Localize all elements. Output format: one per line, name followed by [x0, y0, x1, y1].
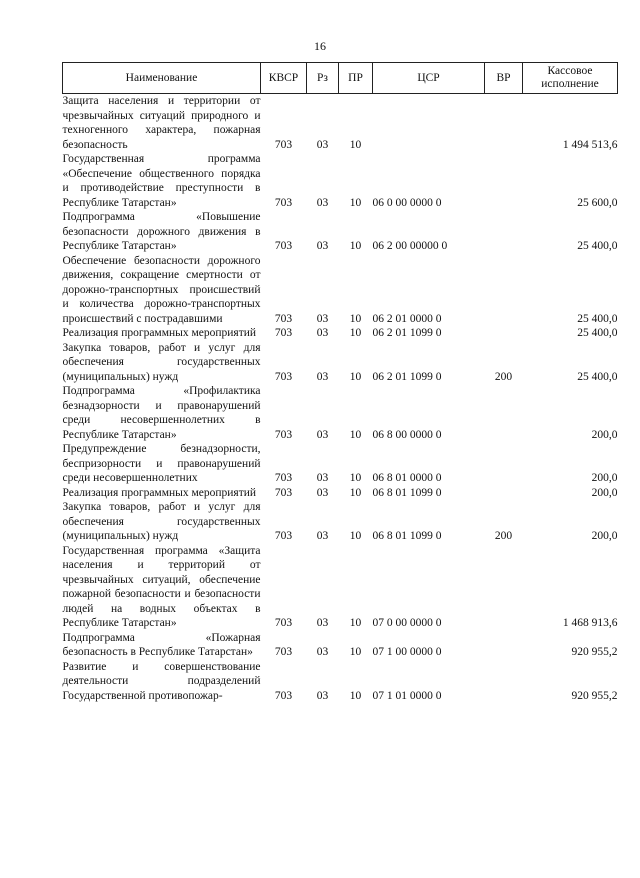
row-vr: 200	[494, 370, 513, 383]
row-csr: 06 0 00 0000 0	[372, 196, 442, 209]
row-rz: 03	[316, 617, 329, 629]
row-amount: 25 400,0	[577, 312, 618, 325]
row-amount: 200,0	[591, 472, 618, 484]
table-row	[63, 660, 618, 704]
row-pr: 10	[349, 240, 362, 252]
row-amount: 920 955,2	[571, 689, 618, 702]
table-row	[63, 544, 618, 631]
row-rz: 03	[316, 327, 329, 339]
row-csr: 06 2 00 00000 0	[372, 240, 448, 252]
row-amount: 920 955,2	[571, 646, 618, 658]
page-number: 16	[314, 39, 326, 53]
column-header-kvsr: КВСР	[261, 63, 307, 94]
table-row	[63, 210, 618, 254]
row-csr: 06 8 01 0000 0	[372, 472, 442, 484]
row-amount: 200,0	[591, 486, 618, 499]
table-row	[63, 500, 618, 544]
row-rz: 03	[316, 486, 329, 499]
row-pr: 10	[349, 530, 362, 542]
row-name: Реализация программных мероприятий	[62, 327, 257, 339]
row-rz: 03	[316, 689, 329, 702]
row-pr: 10	[349, 138, 362, 151]
row-pr: 10	[349, 689, 362, 702]
row-name: Обеспечение безопасности дорожного движения, сокращение смертности от дорожно-транспортных происшествий и количества дорожно-транспортных происшествий с пострадавшими	[62, 254, 261, 325]
row-rz: 03	[316, 472, 329, 484]
row-kvsr: 703	[274, 240, 293, 252]
row-amount: 25 400,0	[577, 327, 618, 339]
row-name: Государственная программа «Защита населения и территорий от чрезвычайных ситуаций, обеспечение пожарной безопасности и безопасности людей на водных объектах в Республике Татарстан»	[62, 544, 261, 629]
table-row	[63, 326, 618, 341]
row-vr	[485, 210, 523, 254]
row-csr: 06 2 01 0000 0	[372, 312, 442, 325]
row-vr	[485, 486, 523, 501]
row-amount: 25 600,0	[577, 196, 618, 209]
row-pr: 10	[349, 196, 362, 209]
row-rz: 03	[316, 646, 329, 658]
row-pr: 10	[349, 312, 362, 325]
row-name: Подпрограмма «Профилактика безнадзорности и правонарушений среди несовершеннолетних в Республике Татарстан»	[62, 385, 261, 441]
column-header-name: Наименование	[63, 63, 261, 94]
row-pr: 10	[349, 370, 362, 383]
row-kvsr: 703	[274, 646, 293, 658]
row-vr	[485, 544, 523, 631]
row-vr	[485, 254, 523, 327]
row-kvsr: 703	[274, 428, 293, 441]
row-name: Государственная программа «Обеспечение общественного порядка и противодействие преступности в Республике Татарстан»	[62, 153, 261, 209]
row-kvsr: 703	[274, 689, 293, 702]
row-vr	[485, 442, 523, 486]
column-header-pr: ПР	[339, 63, 373, 94]
row-vr	[485, 384, 523, 442]
table-row	[63, 94, 618, 153]
row-amount: 200,0	[591, 428, 618, 441]
column-header-csr: ЦСР	[373, 63, 485, 94]
column-header-vr: ВР	[485, 63, 523, 94]
row-pr: 10	[349, 486, 362, 499]
table-row	[63, 384, 618, 442]
row-csr: 06 8 00 0000 0	[372, 428, 442, 441]
table-row	[63, 152, 618, 210]
row-kvsr: 703	[274, 196, 293, 209]
row-csr: 06 8 01 1099 0	[372, 530, 442, 542]
row-vr: 200	[494, 530, 513, 542]
budget-table	[62, 62, 618, 703]
row-kvsr: 703	[274, 530, 293, 542]
row-csr: 06 2 01 1099 0	[372, 327, 442, 339]
row-rz: 03	[316, 240, 329, 252]
row-rz: 03	[316, 196, 329, 209]
row-vr	[485, 326, 523, 341]
row-kvsr: 703	[274, 138, 293, 151]
row-kvsr: 703	[274, 486, 293, 499]
row-amount: 200,0	[591, 530, 618, 542]
row-amount: 25 400,0	[577, 370, 618, 383]
row-kvsr: 703	[274, 617, 293, 629]
table-row	[63, 486, 618, 501]
row-name: Развитие и совершенствование деятельности подразделений Государственной противопожар-	[62, 660, 261, 702]
row-amount: 1 468 913,6	[562, 617, 618, 629]
table-row	[63, 341, 618, 385]
row-amount: 1 494 513,6	[562, 138, 618, 151]
column-header-amount: Кассовое исполнение	[523, 63, 618, 94]
row-vr	[485, 631, 523, 660]
row-rz: 03	[316, 530, 329, 542]
row-csr: 07 1 00 0000 0	[372, 646, 442, 658]
row-vr	[485, 94, 523, 153]
row-csr: 07 0 00 0000 0	[372, 617, 442, 629]
row-csr: 06 8 01 1099 0	[372, 486, 442, 499]
row-vr	[485, 152, 523, 210]
row-csr	[373, 94, 485, 153]
table-row	[63, 254, 618, 327]
row-rz: 03	[316, 312, 329, 325]
row-pr: 10	[349, 472, 362, 484]
row-pr: 10	[349, 646, 362, 658]
row-rz: 03	[316, 138, 329, 151]
table-row	[63, 442, 618, 486]
row-name: Предупреждение безнадзорности, беспризорности и правонарушений среди несовершеннолетних	[62, 443, 261, 484]
row-name: Закупка товаров, работ и услуг для обеспечения государственных (муниципальных) нужд	[62, 501, 261, 542]
row-rz: 03	[316, 370, 329, 383]
row-name: Закупка товаров, работ и услуг для обеспечения государственных (муниципальных) нужд	[62, 341, 261, 383]
row-pr: 10	[349, 428, 362, 441]
row-kvsr: 703	[274, 472, 293, 484]
row-csr: 07 1 01 0000 0	[372, 689, 442, 702]
table-row	[63, 631, 618, 660]
row-csr: 06 2 01 1099 0	[372, 370, 442, 383]
row-name: Реализация программных мероприятий	[62, 486, 257, 499]
row-pr: 10	[349, 327, 362, 339]
row-vr	[485, 660, 523, 704]
row-kvsr: 703	[274, 312, 293, 325]
row-name: Подпрограмма «Повышение безопасности дорожного движения в Республике Татарстан»	[62, 211, 261, 252]
table-body	[63, 94, 618, 704]
row-name: Подпрограмма «Пожарная безопасность в Республике Татарстан»	[62, 631, 261, 658]
column-header-rz: Рз	[307, 63, 339, 94]
table-header-row	[63, 63, 618, 94]
row-pr: 10	[349, 617, 362, 629]
row-name: Защита населения и территории от чрезвычайных ситуаций природного и техногенного характера, пожарная безопасность	[62, 95, 261, 151]
row-kvsr: 703	[274, 370, 293, 383]
row-kvsr: 703	[274, 327, 293, 339]
row-rz: 03	[316, 428, 329, 441]
row-amount: 25 400,0	[577, 240, 618, 252]
